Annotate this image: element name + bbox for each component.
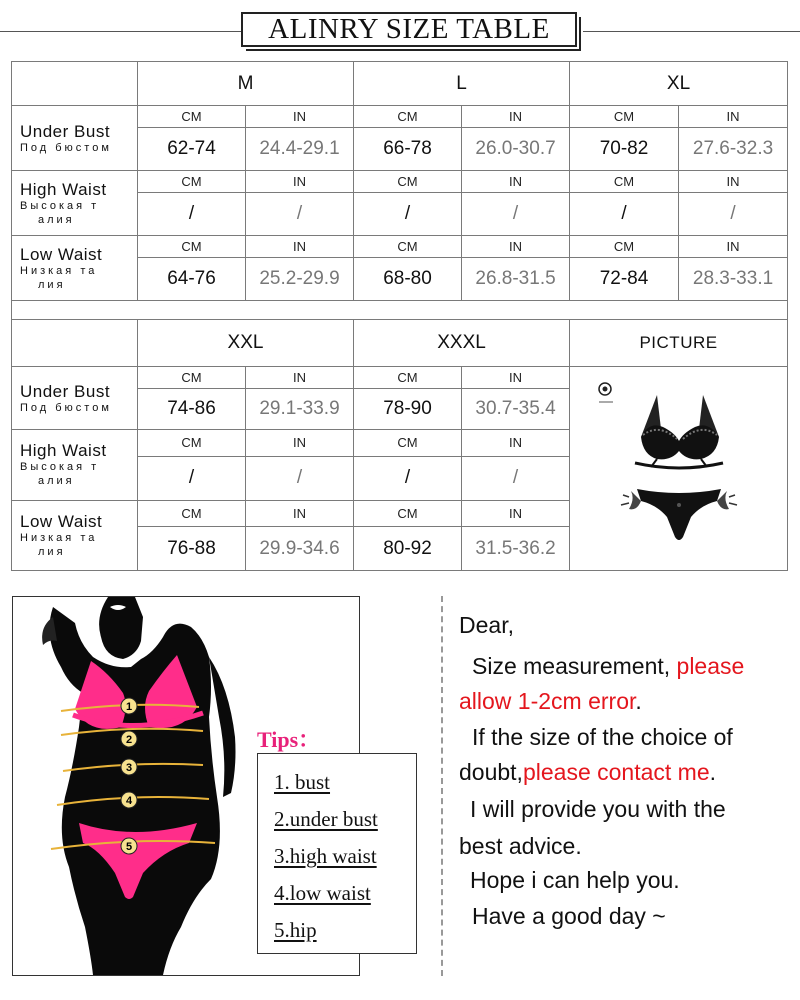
page-title bbox=[241, 12, 577, 47]
value-cell: 24.4-29.1 bbox=[246, 128, 354, 171]
label-en: High Waist bbox=[20, 441, 107, 461]
tip-item: 1. bust bbox=[274, 770, 331, 794]
unit-cm: CM bbox=[570, 236, 679, 258]
value-cell: / bbox=[138, 456, 246, 500]
unit-cm: CM bbox=[354, 500, 462, 527]
tip-item: 5.hip bbox=[274, 918, 317, 942]
value-cell: 80-92 bbox=[354, 527, 462, 571]
label-ru: алия bbox=[38, 475, 75, 488]
label-en: Under Bust bbox=[20, 121, 111, 141]
row-label-low-waist bbox=[12, 500, 138, 571]
unit-cm: CM bbox=[354, 367, 462, 389]
value-cell: / bbox=[462, 456, 570, 500]
marker-4: 4 bbox=[125, 795, 133, 807]
unit-cm: CM bbox=[354, 430, 462, 457]
value-cell: / bbox=[246, 456, 354, 500]
value-cell: / bbox=[570, 193, 679, 236]
label-en: Under Bust bbox=[20, 381, 111, 401]
message-highlight: please bbox=[676, 653, 745, 679]
unit-in: IN bbox=[246, 236, 354, 258]
marker-5: 5 bbox=[125, 841, 133, 853]
unit-cm: CM bbox=[354, 236, 462, 258]
tip-item: 4.low waist bbox=[274, 881, 371, 905]
unit-cm: CM bbox=[138, 367, 246, 389]
label-en: Low Waist bbox=[20, 511, 103, 531]
unit-in: IN bbox=[246, 106, 354, 128]
marker-3: 3 bbox=[125, 762, 133, 774]
value-cell: 29.9-34.6 bbox=[246, 527, 354, 571]
message-text: . bbox=[635, 688, 642, 714]
message-line-5: I will provide you with the bbox=[470, 796, 726, 822]
value-cell: 26.8-31.5 bbox=[462, 258, 570, 301]
value-cell: 72-84 bbox=[570, 258, 679, 301]
size-header-xxl: XXL bbox=[138, 320, 354, 367]
value-cell: 28.3-33.1 bbox=[679, 258, 788, 301]
unit-in: IN bbox=[679, 106, 788, 128]
value-cell: 62-74 bbox=[138, 128, 246, 171]
unit-in: IN bbox=[246, 500, 354, 527]
unit-in: IN bbox=[246, 430, 354, 457]
label-ru: Высокая т bbox=[20, 461, 100, 474]
unit-cm: CM bbox=[354, 106, 462, 128]
unit-in: IN bbox=[679, 236, 788, 258]
label-ru: Под бюстом bbox=[20, 141, 112, 154]
unit-in: IN bbox=[462, 367, 570, 389]
value-cell: 25.2-29.9 bbox=[246, 258, 354, 301]
value-cell: 31.5-36.2 bbox=[462, 527, 570, 571]
value-cell: / bbox=[462, 193, 570, 236]
unit-cm: CM bbox=[354, 171, 462, 193]
tip-item: 2.under bust bbox=[274, 807, 378, 831]
value-cell: / bbox=[354, 193, 462, 236]
message-highlight: please contact me bbox=[522, 759, 710, 785]
row-label-under-bust bbox=[12, 106, 138, 171]
unit-in: IN bbox=[679, 171, 788, 193]
label-ru: Низкая та bbox=[20, 264, 98, 277]
size-header-m: M bbox=[138, 62, 354, 106]
picture-header: PICTURE bbox=[570, 320, 788, 367]
size-header-l: L bbox=[354, 62, 570, 106]
value-cell: 30.7-35.4 bbox=[462, 389, 570, 430]
value-cell: 29.1-33.9 bbox=[246, 389, 354, 430]
dashed-divider bbox=[441, 596, 443, 976]
message-line-6: best advice. bbox=[459, 833, 582, 859]
value-cell: 68-80 bbox=[354, 258, 462, 301]
bikini-product-icon bbox=[571, 367, 787, 565]
label-ru: лия bbox=[38, 278, 66, 291]
unit-in: IN bbox=[462, 430, 570, 457]
unit-cm: CM bbox=[570, 171, 679, 193]
brand-logo-icon bbox=[599, 383, 613, 402]
label-ru: Низкая та bbox=[20, 531, 98, 544]
marker-1: 1 bbox=[125, 701, 133, 713]
tips-list bbox=[257, 753, 417, 954]
label-ru: Под бюстом bbox=[20, 401, 112, 414]
unit-cm: CM bbox=[138, 171, 246, 193]
unit-in: IN bbox=[246, 367, 354, 389]
message-line-2 bbox=[459, 688, 642, 715]
value-cell: 64-76 bbox=[138, 258, 246, 301]
corner-cell bbox=[12, 320, 138, 367]
size-header-xxxl: XXXL bbox=[354, 320, 570, 367]
label-ru: лия bbox=[38, 545, 66, 558]
marker-2: 2 bbox=[125, 734, 133, 746]
unit-cm: CM bbox=[138, 236, 246, 258]
size-table bbox=[11, 61, 788, 571]
message-line-4 bbox=[459, 759, 716, 786]
value-cell: 26.0-30.7 bbox=[462, 128, 570, 171]
size-header-xl: XL bbox=[570, 62, 788, 106]
value-cell: / bbox=[138, 193, 246, 236]
table-spacer bbox=[12, 301, 788, 320]
product-picture-cell bbox=[570, 367, 788, 571]
message-line-3: If the size of the choice of bbox=[472, 724, 733, 750]
value-cell: / bbox=[354, 456, 462, 500]
label-en: Low Waist bbox=[20, 244, 103, 264]
unit-in: IN bbox=[246, 171, 354, 193]
title-rule-right bbox=[583, 31, 800, 32]
value-cell: 66-78 bbox=[354, 128, 462, 171]
unit-in: IN bbox=[462, 171, 570, 193]
tip-item: 3.high waist bbox=[274, 844, 377, 868]
message-text: Size measurement, bbox=[472, 653, 677, 679]
value-cell: 70-82 bbox=[570, 128, 679, 171]
message-line-8: Have a good day ~ bbox=[472, 903, 666, 929]
value-cell: 78-90 bbox=[354, 389, 462, 430]
unit-in: IN bbox=[462, 106, 570, 128]
page-title-text: ALINRY SIZE TABLE bbox=[268, 13, 550, 45]
value-cell: / bbox=[679, 193, 788, 236]
message-text: doubt, bbox=[459, 759, 523, 785]
unit-in: IN bbox=[462, 236, 570, 258]
unit-cm: CM bbox=[138, 430, 246, 457]
tips-label: Tips： bbox=[257, 727, 321, 752]
unit-cm: CM bbox=[138, 106, 246, 128]
row-label-high-waist bbox=[12, 430, 138, 501]
unit-cm: CM bbox=[570, 106, 679, 128]
row-label-under-bust bbox=[12, 367, 138, 430]
unit-in: IN bbox=[462, 500, 570, 527]
row-label-high-waist bbox=[12, 171, 138, 236]
message-greeting: Dear, bbox=[459, 612, 514, 638]
value-cell: 27.6-32.3 bbox=[679, 128, 788, 171]
message-highlight: allow 1-2cm error bbox=[459, 688, 636, 714]
label-en: High Waist bbox=[20, 179, 107, 199]
message-text: . bbox=[709, 759, 717, 785]
row-label-low-waist bbox=[12, 236, 138, 301]
corner-cell bbox=[12, 62, 138, 106]
message-line-1 bbox=[472, 653, 744, 680]
message-line-7: Hope i can help you. bbox=[470, 867, 680, 893]
value-cell: 76-88 bbox=[138, 527, 246, 571]
title-rule-left bbox=[0, 31, 241, 32]
value-cell: / bbox=[246, 193, 354, 236]
unit-cm: CM bbox=[138, 500, 246, 527]
label-ru: алия bbox=[38, 213, 75, 226]
value-cell: 74-86 bbox=[138, 389, 246, 430]
label-ru: Высокая т bbox=[20, 199, 100, 212]
